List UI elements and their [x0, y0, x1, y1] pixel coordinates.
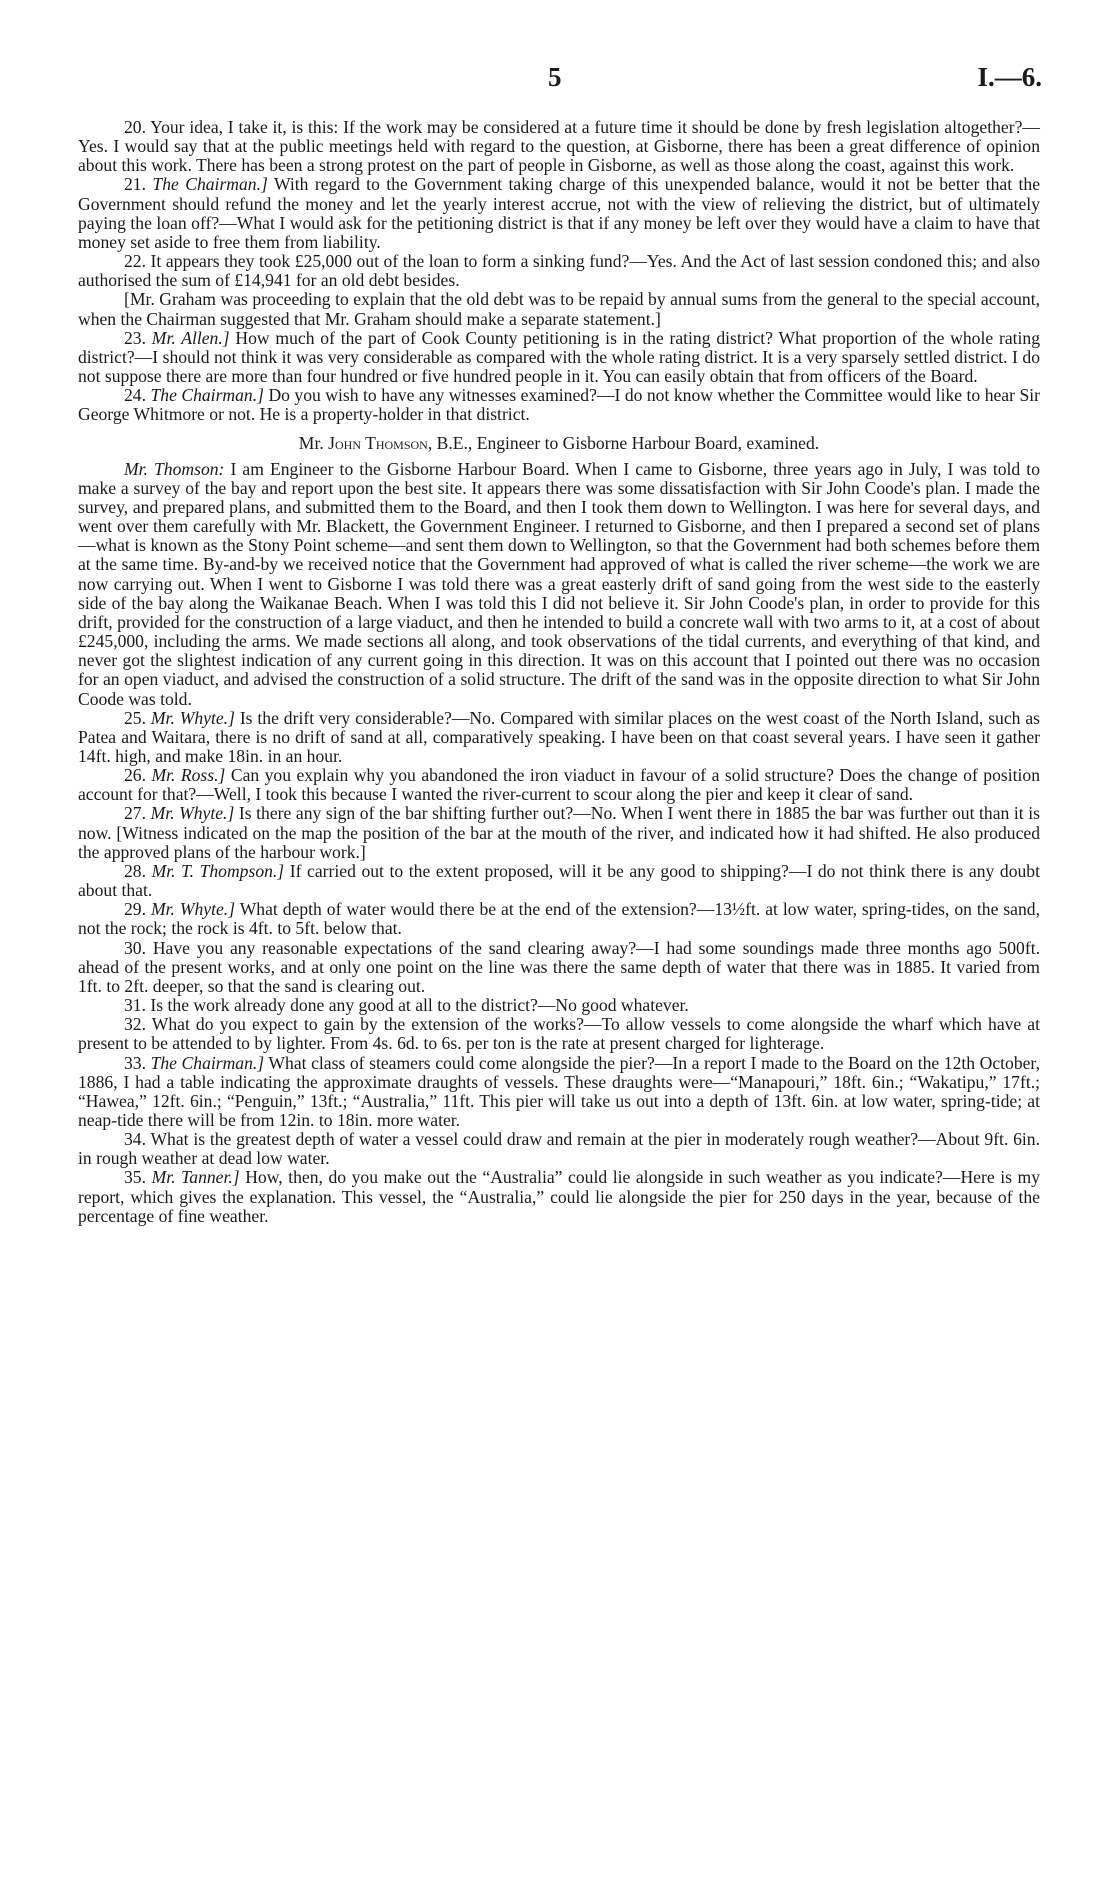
paragraph-20: [78, 118, 1040, 175]
paragraph-33: [78, 1054, 1040, 1131]
paragraph-26: [78, 766, 1040, 804]
heading-prefix: Mr.: [298, 432, 329, 453]
witness-heading: [78, 434, 1040, 453]
paragraph-text: I am Engineer to the Gisborne Harbour Board. When I came to Gisborne, three years ago in July, I was told to make a survey of the bay and report upon the best site. It appears there was some dissatisfaction with Sir John Coode's plan. I made the survey, and prepared plans, and submitted them to the Board, and then I took them down to Wellington. I was here for several days, and went over them carefully with Mr. Blackett, the Government Engineer. I returned to Gisborne, and then I prepared a second set of plans—what is known as the Stony Point scheme—and sent them down to Wellington, so that the Government had both schemes before them at the same time. By-and-by we received notice that the Government had approved of what is called the river scheme—the work we are now carrying out. When I went to Gisborne I was told there was a great easterly drift of sand going from the west side to the easterly side of the bay along the Waikanae Beach. When I was told this I did not believe it. Sir John Coode's plan, in order to provide for this drift, provided for the construction of a large viaduct, and then he intended to build a concrete wall with two arms to it, at a cost of about £245,000, including the arms. We made sections all along, and took observations of the tidal currents, and everything of that kind, and never got the slightest indication of any current going in this direction. It was on this account that I pointed out there was no occasion for an open viaduct, and advised the construction of a solid structure. The drift of the sand was in the opposite direction to what Sir John Coode was told.: [78, 458, 1040, 709]
speaker-name: Mr. T. Thompson.]: [151, 860, 285, 881]
speaker-name: Mr. Thomson:: [124, 458, 225, 479]
paragraph-28: [78, 862, 1040, 900]
paragraph-text: Is the work already done any good at all to the district?—No good whatever.: [150, 995, 689, 1016]
paragraph-number: 25.: [124, 707, 146, 728]
paragraph-32: [78, 1015, 1040, 1053]
paragraph-text: Do you wish to have any witnesses examined?—I do not know whether the Committee would like to hear Sir George Whitmore or not. He is a property-holder in that district.: [78, 385, 1040, 425]
paragraph-35: [78, 1168, 1040, 1225]
paragraph-text: [Mr. Graham was proceeding to explain that the old debt was to be repaid by annual sums from the general to the special account, when the Chairman suggested that Mr. Graham should make a separate statement.]: [78, 289, 1040, 329]
paragraph-number: 23.: [124, 327, 146, 348]
paragraph-number: 20.: [124, 117, 146, 137]
heading-suffix: , B.E., Engineer to Gisborne Harbour Board, examined.: [427, 432, 820, 453]
paragraph-31: [78, 996, 1040, 1015]
paragraph-21: [78, 175, 1040, 252]
paragraph-number: 24.: [124, 385, 146, 406]
paragraph-text: With regard to the Government taking charge of this unexpended balance, would it not be better that the Government should refund the money and let the yearly interest accrue, not with the view of relieving the district, but of ultimately paying the loan off?—What I would ask for the petitioning district is that if any money be left over they would have a claim to have that money set aside to free them from liability.: [78, 174, 1040, 252]
bracketed-note: [78, 290, 1040, 328]
paragraph-29: [78, 900, 1040, 938]
paragraph-text: What is the greatest depth of water a vessel could draw and remain at the pier in moderately rough weather?—About 9ft. 6in. in rough weather at dead low water.: [78, 1129, 1040, 1169]
paragraph-text: What depth of water would there be at the end of the extension?—13½ft. at low water, spring-tides, on the sand, not the rock; the rock is 4ft. to 5ft. below that.: [78, 899, 1040, 939]
speaker-name: The Chairman.]: [152, 174, 268, 195]
speaker-name: Mr. Ross.]: [151, 765, 226, 786]
speaker-name: Mr. Tanner.]: [151, 1167, 240, 1188]
paragraph-text: Your idea, I take it, is this: If the work may be considered at a future time it should be done by fresh legislation altogether?—Yes. I would say that at the public meetings held with regard to the question, at Gisborne, there has been a great difference of opinion about this work. There has been a strong protest on the part of people in Gisborne, as well as those along the coast, against this work.: [78, 117, 1041, 176]
paragraph-23: [78, 329, 1040, 386]
paragraph-27: [78, 804, 1040, 861]
paragraph-number: 26.: [124, 765, 146, 786]
paragraph-text: Have you any reasonable expectations of the sand clearing away?—I had some soundings made three months ago 500ft. ahead of the present works, and at only one point on the line was there the same depth of water that there was in 1885. It varied from 1ft. to 2ft. deeper, so that the sand is clearing out.: [78, 937, 1040, 996]
paragraph-number: 21.: [124, 174, 146, 195]
paragraph-number: 22.: [124, 251, 146, 272]
paragraph-number: 33.: [124, 1052, 146, 1073]
paragraph-number: 27.: [124, 803, 146, 824]
paragraph-34: [78, 1130, 1040, 1168]
page-header: [78, 58, 1042, 98]
paragraph-text: If carried out to the extent proposed, will it be any good to shipping?—I do not think there is any doubt about that.: [78, 860, 1040, 901]
speaker-name: The Chairman.]: [150, 1052, 265, 1073]
paragraph-text: How much of the part of Cook County petitioning is in the rating district? What proportion of the whole rating district?—I should not think it was very considerable as compared with the whole rating district. It is a very sparsely settled district. I do not suppose there are more than four hundred or five hundred people in it. You can easily obtain that from officers of the Board.: [78, 327, 1040, 387]
paragraph-number: 34.: [124, 1129, 146, 1150]
paragraph-number: 35.: [124, 1167, 146, 1188]
paragraph-number: 29.: [124, 899, 146, 920]
speaker-name: Mr. Whyte.]: [150, 707, 235, 728]
paragraph-text: What class of steamers could come alongside the pier?—In a report I made to the Board on the 12th October, 1886, I had a table indicating the approximate draughts of vessels. These draughts were—“Manapouri,” 18ft. 6in.; “Wakatipu,” 17ft.; “Hawea,” 12ft. 6in.; “Penguin,” 13ft.; “Australia,” 11ft. This pier will take us out into a depth of 13ft. 6in. at low water, spring-tide; at neap-tide there will be from 12in. to 18in. more water.: [78, 1052, 1040, 1130]
paragraph-number: 31.: [124, 995, 146, 1016]
paragraph-text: Can you explain why you abandoned the iron viaduct in favour of a solid structure? Does the change of position account for that?—Well, I took this because I wanted the river-current to scour along the pier and keep it clear of sand.: [78, 765, 1040, 805]
witness-name: John Thomson: [328, 432, 428, 453]
paragraph-number: 28.: [124, 860, 146, 881]
paragraph-22: [78, 252, 1040, 290]
paragraph-number: 30.: [124, 937, 146, 958]
witness-statement: [78, 460, 1040, 709]
paragraph-text: How, then, do you make out the “Australia” could lie alongside in such weather as you indicate?—Here is my report, which gives the explanation. This vessel, the “Australia,” could lie alongside the pier for 250 days in the year, because of the percentage of fine weather.: [78, 1167, 1040, 1226]
paragraph-number: 32.: [124, 1014, 146, 1035]
paragraph-text: Is the drift very considerable?—No. Compared with similar places on the west coast of the North Island, such as Patea and Waitara, there is no drift of sand at all, comparatively speaking. I have been on that coast several years. I have seen it gather 14ft. high, and make 18in. in an hour.: [78, 707, 1040, 766]
document-body: [78, 118, 1040, 1226]
speaker-name: Mr. Whyte.]: [150, 899, 236, 920]
paragraph-24: [78, 386, 1040, 424]
paragraph-30: [78, 939, 1040, 996]
speaker-name: Mr. Allen.]: [151, 327, 230, 348]
paragraph-text: It appears they took £25,000 out of the loan to form a sinking fund?—Yes. And the Act of last session condoned this; and also authorised the sum of £14,941 for an old debt besides.: [78, 251, 1040, 291]
page-number: 5: [548, 62, 562, 92]
paragraph-text: Is there any sign of the bar shifting further out?—No. When I went there in 1885 the bar was further out than it is now. [Witness indicated on the map the position of the bar at the mouth of the river, and indicated how it had shifted. He also produced the approved plans of the harbour work.]: [78, 803, 1040, 862]
paragraph-text: What do you expect to gain by the extension of the works?—To allow vessels to come alongside the wharf which have at present to be attended to by lighter. From 4s. 6d. to 6s. per ton is the rate at present charged for lighterage.: [78, 1014, 1040, 1054]
paragraph-25: [78, 709, 1040, 766]
speaker-name: The Chairman.]: [150, 385, 264, 406]
document-reference: I.—6.: [977, 62, 1042, 92]
speaker-name: Mr. Whyte.]: [150, 803, 235, 824]
